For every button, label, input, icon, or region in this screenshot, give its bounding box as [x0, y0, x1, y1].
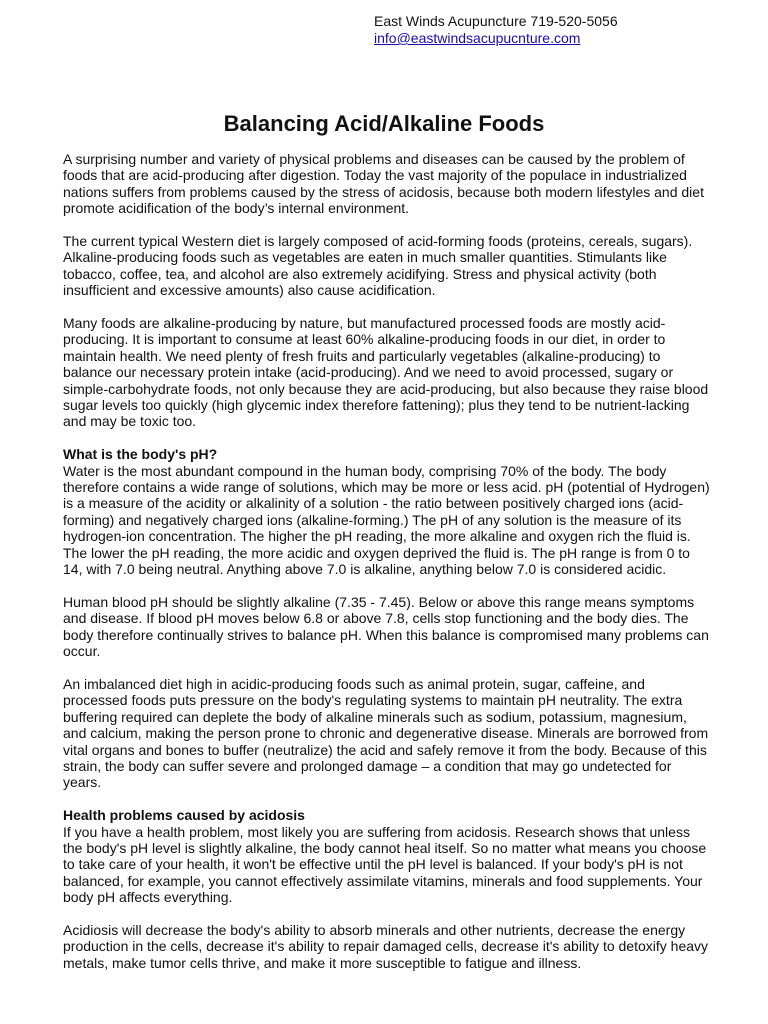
- document-body: [63, 151, 713, 988]
- ph-paragraph-1: Water is the most abundant compound in the human body, comprising 70% of the body. The body therefore contains a wide range of solutions, which may be more or less acid. pH (potential of Hydrogen) is a measure of the acidity or alkalinity of a solution - the ratio between positively charged ions (acid-forming) and negatively charged ions (alkaline-forming.) The pH of any solution is the measure of its hydrogen-ion concentration. The higher the pH reading, the more alkaline and oxygen rich the fluid is. The lower the pH reading, the more acidic and oxygen deprived the fluid is. The pH range is from 0 to 14, with 7.0 being neutral. Anything above 7.0 is alkaline, anything below 7.0 is considered acidic.: [63, 462, 710, 578]
- section-heading-ph: What is the body's pH?: [63, 446, 218, 463]
- intro-paragraph-2: The current typical Western diet is largely composed of acid-forming foods (proteins, cereals, sugars). Alkaline-producing foods such as vegetables are eaten in much smaller quantities. Stimulants like tobacco, coffee, tea, and alcohol are also extremely acidifying. Stress and physical activity (both insufficient and excessive amounts) also cause acidification.: [63, 233, 693, 299]
- health-paragraph-2: Acidiosis will decrease the body's ability to absorb minerals and other nutrients, decrease the energy production in the cells, decrease it's ability to repair damaged cells, decrease it's ability to detoxify heavy metals, make tumor cells thrive, and make it more susceptible to fatigue and illness.: [63, 921, 709, 971]
- ph-paragraph-2: Human blood pH should be slightly alkaline (7.35 - 7.45). Below or above this range means symptoms and disease. If blood pH moves below 6.8 or above 7.8, cells stop functioning and the body dies. The body therefore continually strives to balance pH. When this balance is compromised many problems can occur.: [63, 593, 709, 660]
- intro-paragraph-3: Many foods are alkaline-producing by nature, but manufactured processed foods are mostly acid-producing. It is important to consume at least 60% alkaline-producing foods in our diet, in order to maintain health. We need plenty of fresh fruits and particularly vegetables (alkaline-producing) to balance our necessary protein intake (acid-producing). And we need to avoid processed, sugary or simple-carbohydrate foods, not only because they are acid-producing, but also because they raise blood sugar levels too quickly (high glycemic index therefore fattening); plus they tend to be nutrient-lacking and may be toxic too.: [63, 315, 709, 430]
- section-heading-health: Health problems caused by acidosis: [63, 807, 305, 824]
- ph-paragraph-3: An imbalanced diet high in acidic-producing foods such as animal protein, sugar, caffeine, and processed foods puts pressure on the body's regulating systems to maintain pH neutrality. The extra buffering required can deplete the body of alkaline minerals such as sodium, potassium, magnesium, and calcium, making the person prone to chronic and degenerative disease. Minerals are borrowed from vital organs and bones to buffer (neutralize) the acid and safely remove it from the body. Because of this strain, the body can suffer severe and prolonged damage – a condition that may go undetected for years.: [63, 675, 709, 791]
- contact-header: [374, 13, 618, 47]
- contact-line: East Winds Acupuncture 719-520-5056: [374, 13, 618, 29]
- health-paragraph-1: If you have a health problem, most likely you are suffering from acidosis. Research shows that unless the body's pH level is slightly alkaline, the body cannot heal itself. So no matter what means you choose to take care of your health, it won't be effective until the pH level is balanced. If your body's pH is not balanced, for example, you cannot effectively assimilate vitamins, minerals and food supplements. Your body pH affects everything.: [63, 823, 707, 906]
- email-link[interactable]: info@eastwindsacupucnture.com: [374, 30, 581, 46]
- intro-paragraph-1: A surprising number and variety of physical problems and diseases can be caused by the problem of foods that are acid-producing after digestion. Today the vast majority of the populace in industrialized nations suffers from problems caused by the stress of acidosis, because both modern lifestyles and diet promote acidification of the body’s internal environment.: [63, 151, 704, 217]
- document-title: Balancing Acid/Alkaline Foods: [223, 111, 545, 136]
